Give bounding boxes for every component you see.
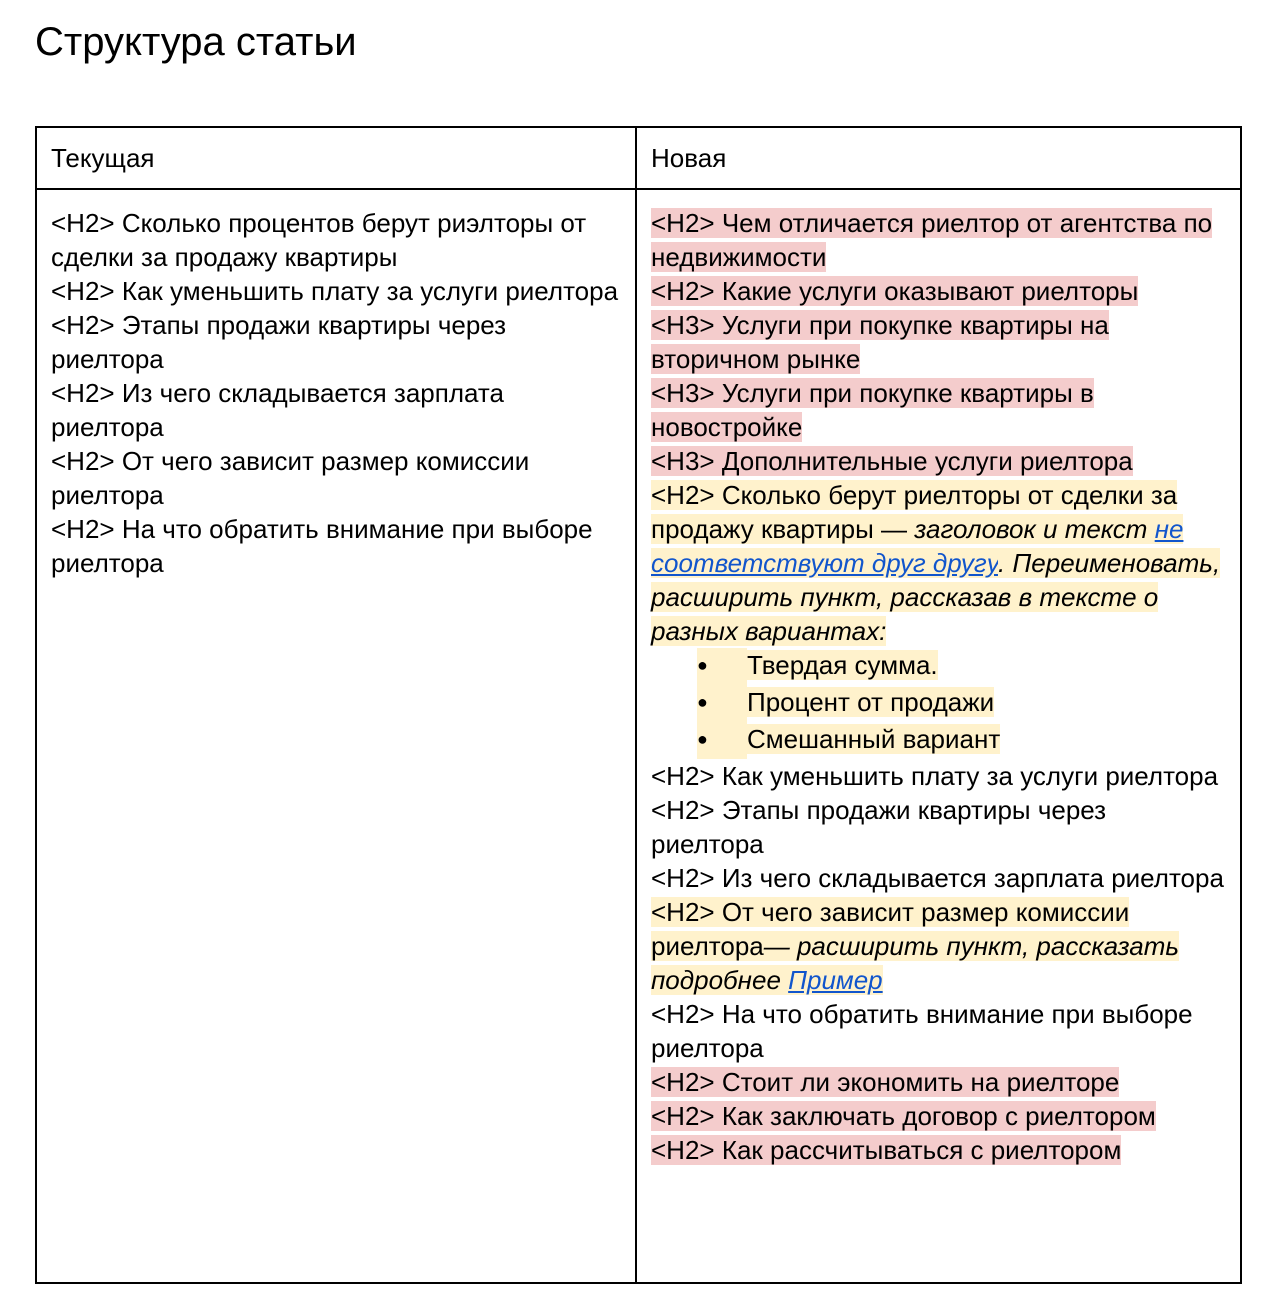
comment-link[interactable]: не соответствуют друг другу: [651, 514, 1184, 578]
header-current: Текущая: [36, 127, 636, 189]
new-heading-revised: <H2> Сколько берут риелторы от сделки за продажу квартиры — заголовок и текст не соответствуют друг другу. Переименовать, расширить пункт, рассказав в тексте о разных вариантах:: [651, 480, 1221, 646]
bullet-icon: [697, 648, 747, 685]
new-heading-added: <H3> Услуги при покупке квартиры на вторичном рынке: [651, 310, 1109, 374]
bullet-icon: [697, 685, 747, 722]
new-heading-added: <H2> Стоит ли экономить на риелторе: [651, 1067, 1120, 1097]
new-heading: <H2> Как уменьшить плату за услуги риелтора: [651, 761, 1219, 791]
header-new: Новая: [636, 127, 1241, 189]
new-heading-added: <H2> Какие услуги оказывают риелторы: [651, 276, 1139, 306]
current-structure-cell: [36, 189, 636, 1283]
new-heading: <H2> Из чего складывается зарплата риелтора: [651, 863, 1224, 893]
current-heading: <H2> Этапы продажи квартиры через риелтора: [51, 310, 507, 374]
new-heading-added: <H3> Услуги при покупке квартиры в новостройке: [651, 378, 1094, 442]
list-item: ●Процент от продажи: [697, 685, 1226, 722]
current-heading: <H2> От чего зависит размер комиссии риелтора: [51, 446, 530, 510]
editor-comment: заголовок и текст: [914, 514, 1155, 544]
new-heading-added: <H3> Дополнительные услуги риелтора: [651, 446, 1133, 476]
editor-comment: — расширить пункт, рассказать подробнее: [651, 931, 1180, 995]
new-heading-added: <H2> Как заключать договор с риелтором: [651, 1101, 1156, 1131]
current-heading: <H2> Сколько процентов берут риэлторы от сделки за продажу квартиры: [51, 208, 587, 272]
new-heading-revised: <H2> От чего зависит размер комиссии риелтора— расширить пункт, рассказать подробнее Пример: [651, 897, 1180, 995]
new-heading: <H2> Этапы продажи квартиры через риелтора: [651, 795, 1107, 859]
structure-table: [35, 126, 1242, 1284]
options-list: [651, 648, 1226, 759]
page-title: Структура статьи: [35, 20, 357, 64]
current-heading: <H2> Из чего складывается зарплата риелтора: [51, 378, 504, 442]
table-body-row: [36, 189, 1241, 1283]
new-heading: <H2> На что обратить внимание при выборе риелтора: [651, 999, 1193, 1063]
table-header-row: [36, 127, 1241, 189]
new-heading-added: <H2> Чем отличается риелтор от агентства по недвижимости: [651, 208, 1213, 272]
bullet-icon: [697, 722, 747, 759]
list-item: ●Твердая сумма.: [697, 648, 1226, 685]
example-link[interactable]: Пример: [788, 965, 883, 995]
current-heading: <H2> На что обратить внимание при выборе риелтора: [51, 514, 593, 578]
editor-comment: . Переименовать, расширить пункт, рассказав в тексте о разных вариантах:: [651, 548, 1221, 646]
new-heading-added: <H2> Как рассчитываться с риелтором: [651, 1135, 1122, 1165]
current-heading: <H2> Как уменьшить плату за услуги риелтора: [51, 276, 619, 306]
list-item: ●Смешанный вариант: [697, 722, 1226, 759]
new-structure-cell: [636, 189, 1241, 1283]
